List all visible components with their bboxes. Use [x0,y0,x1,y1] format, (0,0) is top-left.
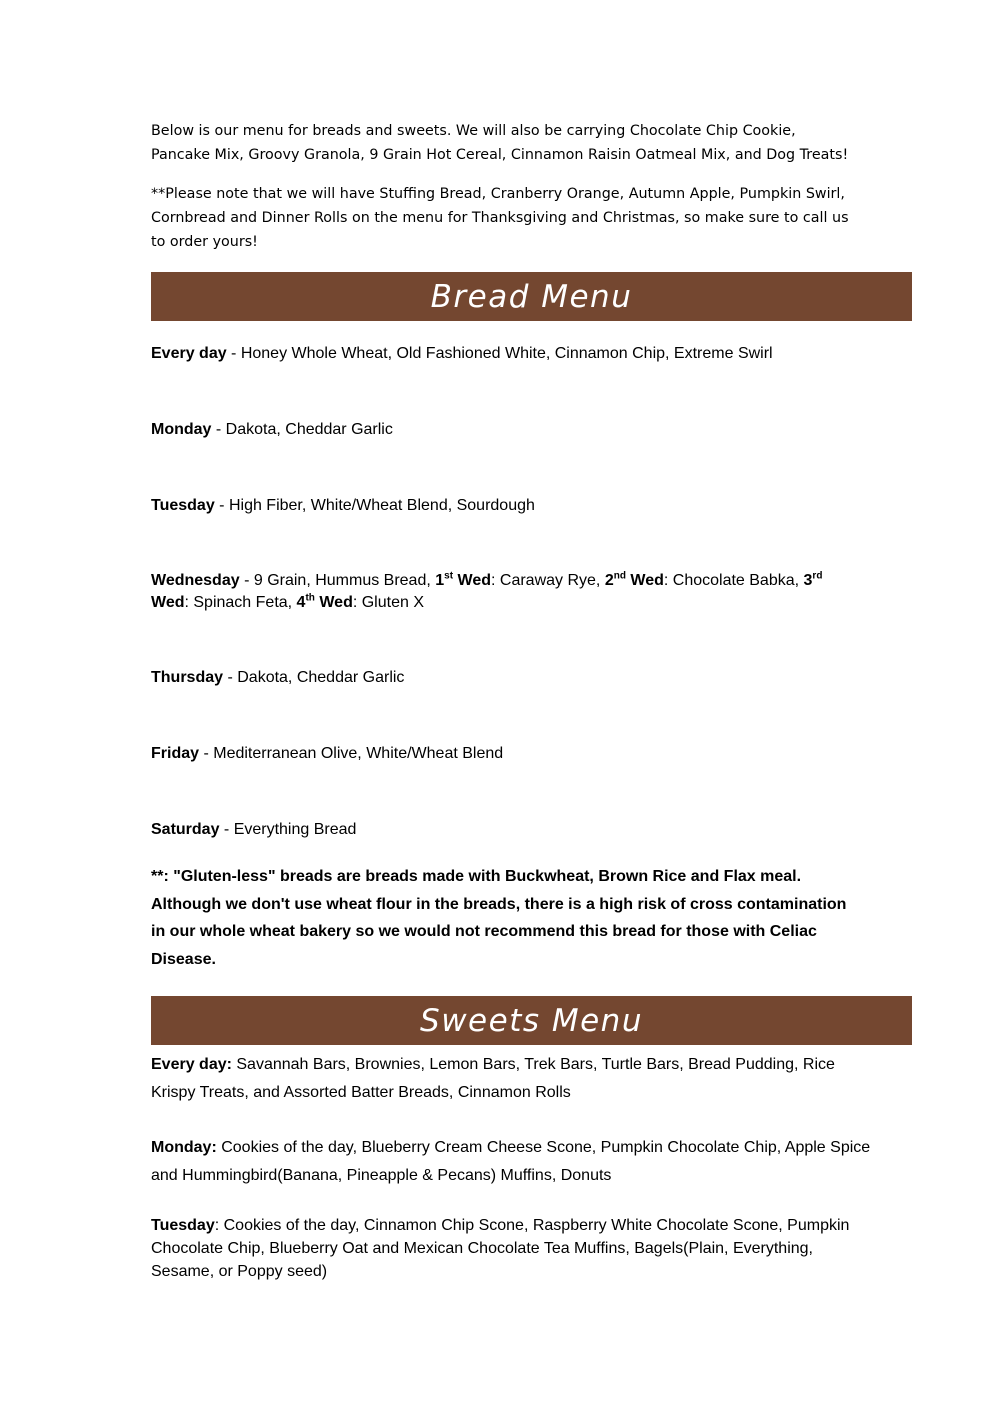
week-number: 4 [296,594,306,611]
day-label: Every day: [151,1056,232,1073]
day-label: Monday: [151,1139,217,1156]
day-label: Friday [151,745,200,762]
day-label: Tuesday [151,1217,215,1234]
sweets-monday [151,1134,871,1189]
bread-items: - Dakota, Cheddar Garlic [223,669,405,686]
sweets-items: : Cookies of the day, Cinnamon Chip Scone, Raspberry White Chocolate Scone, Pumpkin Chocolate Chip, Blueberry Oat and Mexican Chocolate Tea Muffins, Bagels(Plain, Everything, Sesame, or Poppy seed) [151,1217,850,1280]
bread-monday [151,419,871,441]
bread-wednesday [151,570,871,614]
week-item: : Chocolate Babka, [663,572,804,589]
week-label: Wed [625,572,664,589]
bread-every-day [151,343,871,365]
intro-paragraph: Below is our menu for breads and sweets. We will also be carrying Chocolate Chip Cookie, Pancake Mix, Groovy Granola, 9 Grain Hot Cereal, Cinnamon Raisin Oatmeal Mix, and Dog Treats! [151,123,849,163]
sweets-menu-banner [151,996,912,1045]
week-label: Wed [314,594,353,611]
sweets-items: Savannah Bars, Brownies, Lemon Bars, Trek Bars, Turtle Bars, Bread Pudding, Rice Krispy Treats, and Assorted Batter Breads, Cinnamon Rolls [151,1056,835,1101]
week-label: Wed [453,572,491,589]
day-label: Thursday [151,669,224,686]
bread-saturday [151,819,871,841]
bread-tuesday [151,495,871,517]
sweets-tuesday [151,1214,871,1283]
week-item: : Gluten X [352,594,424,611]
bread-friday [151,743,871,765]
bread-items: - Dakota, Cheddar Garlic [211,421,393,438]
day-label: Saturday [151,821,220,838]
bread-items: - 9 Grain, Hummus Bread, [239,572,436,589]
bread-items: - Mediterranean Olive, White/Wheat Blend [199,745,504,762]
ordinal-suffix: st [444,570,454,582]
day-label: Every day [151,345,227,362]
ordinal-suffix: th [305,592,315,604]
week-item: : Caraway Rye, [491,572,605,589]
week-number: 1 [435,572,445,589]
week-number: 2 [604,572,614,589]
bread-items: - High Fiber, White/Wheat Blend, Sourdough [214,497,535,514]
bread-menu-banner [151,272,912,321]
sweets-menu-title: Sweets Menu [420,1002,643,1039]
sweets-items: Cookies of the day, Blueberry Cream Cheese Scone, Pumpkin Chocolate Chip, Apple Spice and Hummingbird(Banana, Pineapple & Pecans) Muffins, Donuts [151,1139,871,1184]
bread-menu-title: Bread Menu [430,278,633,315]
ordinal-suffix: rd [812,570,823,582]
day-label: Tuesday [151,497,215,514]
day-label: Wednesday [151,572,240,589]
week-label: Wed [151,594,185,611]
ordinal-suffix: nd [613,570,626,582]
sweets-every-day [151,1051,871,1106]
week-number: 3 [803,572,813,589]
bread-thursday [151,667,871,689]
holiday-note: **Please note that we will have Stuffing Bread, Cranberry Orange, Autumn Apple, Pumpkin Swirl, Cornbread and Dinner Rolls on the menu for Thanksgiving and Christmas, so make sure to call us to order yours! [151,186,849,250]
bread-items: - Honey Whole Wheat, Old Fashioned White, Cinnamon Chip, Extreme Swirl [226,345,773,362]
day-label: Monday [151,421,212,438]
week-item: : Spinach Feta, [184,594,297,611]
bread-items: - Everything Bread [219,821,357,838]
gluten-less-note: **: "Gluten-less" breads are breads made with Buckwheat, Brown Rice and Flax meal. Although we don't use wheat flour in the breads, there is a high risk of cross contamination in our whole wheat bakery so we would not recommend this bread for those with Celiac Disease. [151,868,847,968]
